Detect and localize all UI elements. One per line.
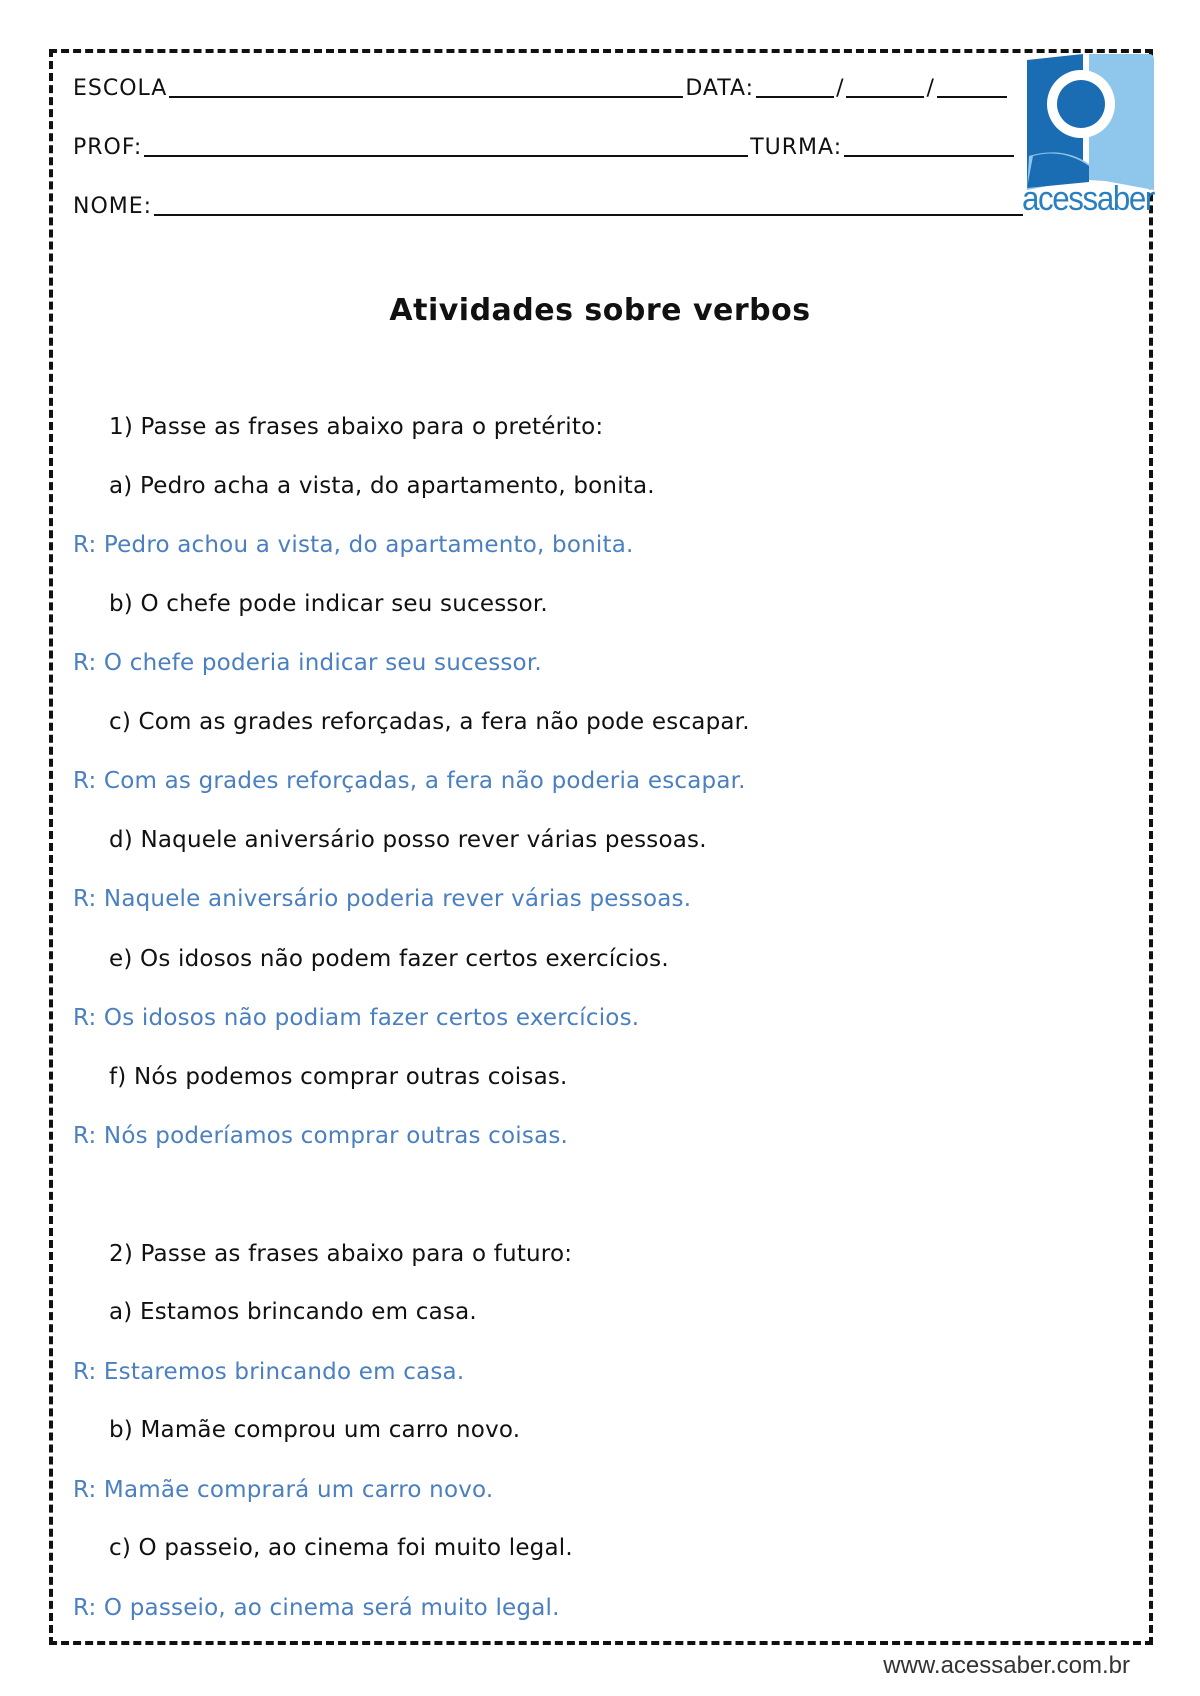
name-blank[interactable] [154,194,1023,216]
answer-item: R: Nós poderíamos comprar outras coisas. [73,1123,569,1149]
name-row [73,189,1025,219]
date-month-blank[interactable] [846,76,924,98]
date-day-blank[interactable] [756,76,834,98]
answer-item: R: O chefe poderia indicar seu sucessor. [73,650,542,676]
question-item: d) Naquele aniversário posso rever várias pessoas. [109,827,707,853]
section1-instruction: 1) Passe as frases abaixo para o pretérito: [109,414,604,440]
date-label: DATA: [685,76,755,101]
question-item: b) Mamãe comprou um carro novo. [109,1417,521,1443]
teacher-class-row [73,130,1016,160]
class-blank[interactable] [844,135,1014,157]
question-item: b) O chefe pode indicar seu sucessor. [109,591,548,617]
name-label: NOME: [73,194,153,219]
question-item: f) Nós podemos comprar outras coisas. [109,1064,568,1090]
teacher-label: PROF: [73,135,143,160]
teacher-blank[interactable] [144,135,748,157]
question-item: a) Pedro acha a vista, do apartamento, bonita. [109,473,655,499]
question-item: c) Com as grades reforçadas, a fera não pode escapar. [109,709,750,735]
answer-item: R: Estaremos brincando em casa. [73,1359,465,1385]
answer-item: R: Com as grades reforçadas, a fera não poderia escapar. [73,768,746,794]
footer-url: www.acessaber.com.br [883,1652,1130,1679]
school-blank[interactable] [169,76,683,98]
date-year-blank[interactable] [937,76,1007,98]
answer-item: R: Pedro achou a vista, do apartamento, bonita. [73,532,634,558]
question-item: a) Estamos brincando em casa. [109,1299,477,1325]
logo-wordmark: acessaber [1022,180,1154,218]
section2-instruction: 2) Passe as frases abaixo para o futuro: [109,1241,573,1267]
answer-item: R: Os idosos não podiam fazer certos exercícios. [73,1005,640,1031]
question-item: c) O passeio, ao cinema foi muito legal. [109,1535,573,1561]
school-date-row [73,71,1009,101]
date-separator: / [926,76,935,101]
class-label: TURMA: [750,135,843,160]
question-item: e) Os idosos não podem fazer certos exercícios. [109,946,669,972]
answer-item: R: Mamãe comprará um carro novo. [73,1477,494,1503]
date-separator: / [836,76,845,101]
answer-item: R: O passeio, ao cinema será muito legal. [73,1595,560,1621]
answer-item: R: Naquele aniversário poderia rever várias pessoas. [73,886,692,912]
page-title: Atividades sobre verbos [389,293,811,328]
school-label: ESCOLA [73,76,168,101]
